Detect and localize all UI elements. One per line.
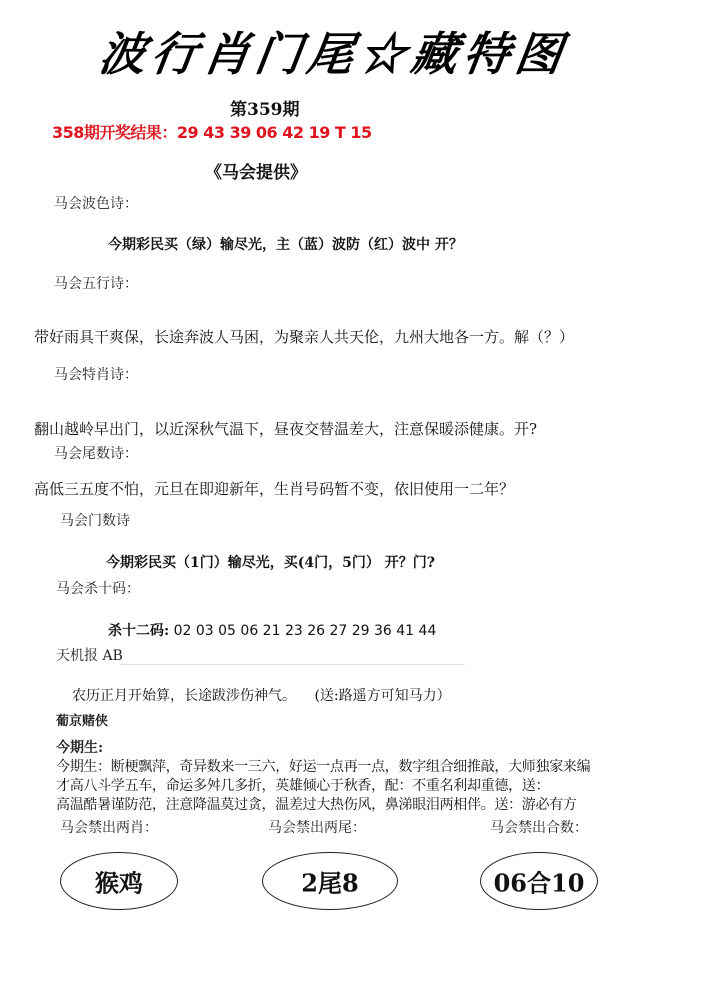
tail-poem-text: 高低三五度不怕，元旦在即迎新年，生肖号码暂不变，依旧使用一二年？ (34, 480, 515, 498)
tail-poem-label: 马会尾数诗： (54, 446, 138, 462)
divider-line (120, 664, 465, 665)
gate-poem-text: 今期彩民买（1门）输尽光，买(4门，5门） 开？门? (106, 555, 435, 571)
wave-poem-label: 马会波色诗： (54, 196, 138, 212)
today-zodiac-line-3: 高温酷暑谨防范，注意降温莫过贪，温差过大热伤风，鼻涕眼泪两相伴。送：游必有方 (56, 797, 577, 813)
zodiac-poem-text: 翻山越岭早出门，以近深秋气温下，昼夜交替温差大，注意保暖添健康。开? (34, 420, 538, 438)
today-zodiac-line-2: 才高八斗学五车，命运多舛几多折，英雄倾心于秋香，配：不重名利却重德，送： (56, 778, 550, 794)
tianji-text: 农历正月开始算，长途跋涉伤神气。 (72, 688, 296, 704)
ban-zodiac-value: 猴鸡 (95, 868, 143, 898)
today-zodiac-line-1: 今期生：断梗飘萍，奇异数来一三六，好运一点再一点，数字组合细推敲，大师独家来编 (56, 759, 591, 775)
five-element-poem-label: 马会五行诗： (54, 276, 138, 292)
ban-zodiac-label: 马会禁出两肖： (60, 820, 158, 836)
kill-numbers-line (108, 620, 436, 640)
ban-tail-oval (262, 852, 398, 910)
kill-numbers-prefix: 杀十二码: (108, 623, 170, 639)
previous-result: 358期开奖结果：29 43 39 06 42 19 T 15 (52, 123, 372, 142)
tianji-note: (送:路遥方可知马力） (314, 688, 451, 704)
page-title: 波行肖门尾☆藏特图 (95, 27, 572, 81)
provider: 《马会提供》 (205, 163, 307, 183)
today-zodiac-label: 今期生: (56, 740, 104, 756)
ban-tail-value: 2尾8 (301, 868, 359, 898)
ban-sum-oval (480, 852, 598, 910)
zodiac-poem-label: 马会特肖诗： (54, 367, 138, 383)
issue-number: 第359期 (230, 100, 300, 120)
kill-numbers-label: 马会杀十码： (56, 581, 140, 597)
ban-sum-value: 06合10 (493, 868, 585, 898)
ban-zodiac-oval (60, 852, 178, 910)
gate-poem-label: 马会门数诗 (60, 513, 130, 529)
ban-sum-label: 马会禁出合数： (490, 820, 588, 836)
five-element-poem-text: 带好雨具干爽保，长途奔波人马困，为聚亲人共天伦，九州大地各一方。解（？） (34, 328, 575, 346)
ban-tail-label: 马会禁出两尾： (268, 820, 366, 836)
tianji-label: 天机报 AB (56, 648, 123, 664)
kill-numbers-values: 02 03 05 06 21 23 26 27 29 36 41 44 (173, 623, 437, 639)
tianji-line (72, 685, 451, 705)
wave-poem-text: 今期彩民买（绿）输尽光，主（蓝）波防（红）波中 开？ (108, 237, 463, 253)
grape-label: 葡京赌侠 (56, 714, 109, 729)
